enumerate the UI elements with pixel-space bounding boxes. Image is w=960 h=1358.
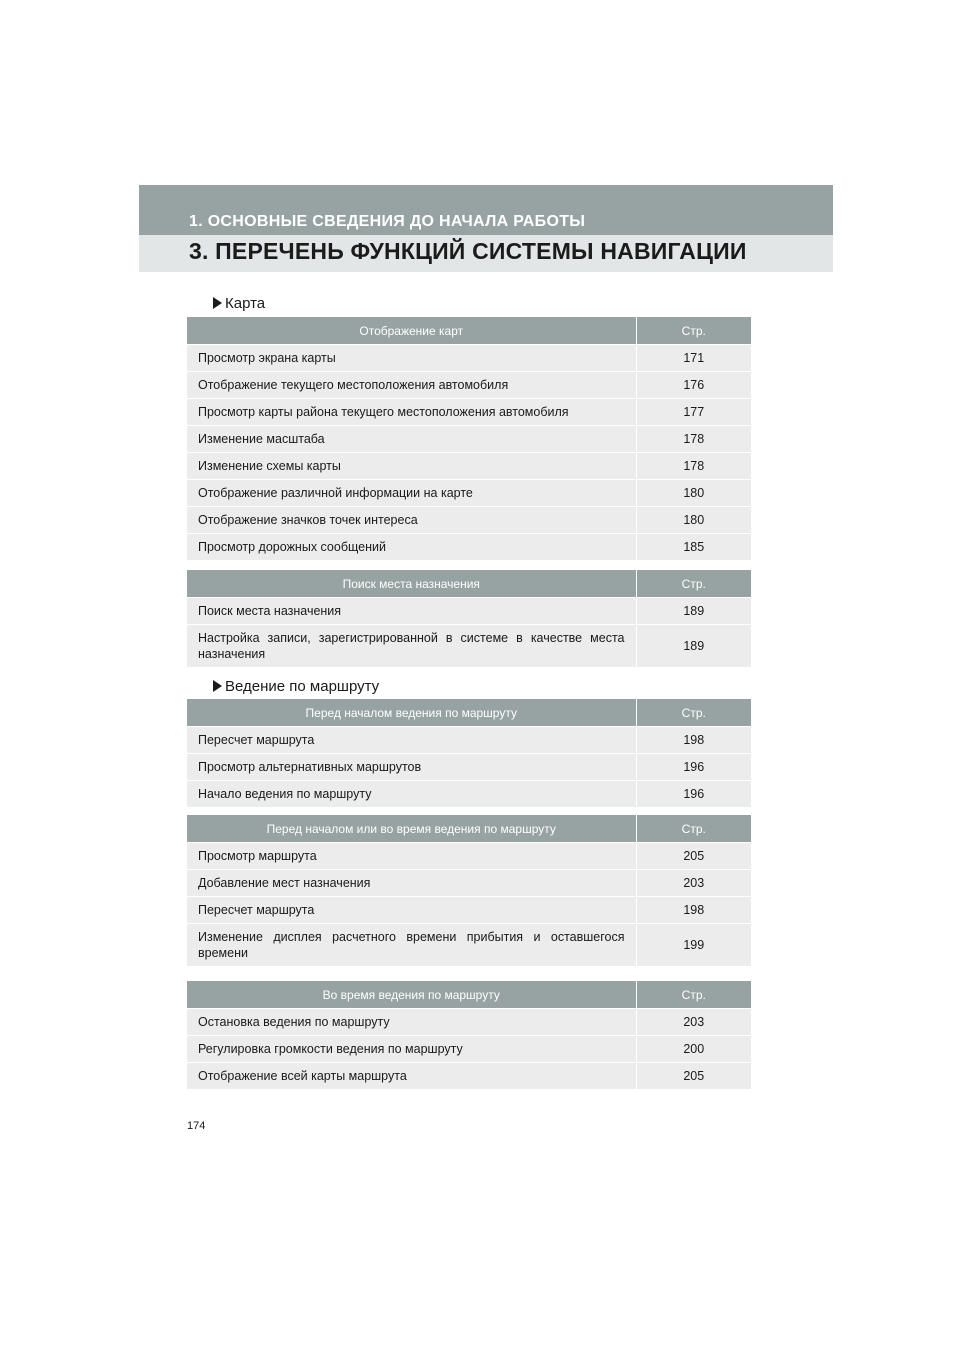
table-row [187, 727, 751, 754]
page-ref: 198 [636, 727, 751, 754]
page-ref: 203 [636, 1009, 751, 1036]
page-ref: 178 [636, 453, 751, 480]
page-ref: 200 [636, 1036, 751, 1063]
page-ref: 205 [636, 843, 751, 870]
chapter-bar [139, 185, 833, 235]
section-bar [139, 235, 833, 272]
table-before-or-during-guidance [187, 815, 751, 966]
chapter-title: 1. ОСНОВНЫЕ СВЕДЕНИЯ ДО НАЧАЛА РАБОТЫ [189, 213, 586, 230]
page-ref: 196 [636, 781, 751, 808]
chapter-header [139, 185, 833, 272]
page-ref: 198 [636, 897, 751, 924]
page-ref: 185 [636, 534, 751, 561]
table-row [187, 625, 751, 668]
page-ref: 171 [636, 345, 751, 372]
table-row [187, 480, 751, 507]
table-row [187, 598, 751, 625]
function-name: Просмотр альтернативных маршрутов [187, 754, 636, 781]
table-row [187, 372, 751, 399]
table-header-function: Во время ведения по маршруту [187, 981, 636, 1009]
table-header-function: Отображение карт [187, 317, 636, 345]
subhead-map: Карта [213, 295, 265, 312]
function-name: Изменение схемы карты [187, 453, 636, 480]
table-row [187, 426, 751, 453]
table-header-page: Стр. [636, 570, 751, 598]
table-row [187, 453, 751, 480]
section-title: 3. ПЕРЕЧЕНЬ ФУНКЦИЙ СИСТЕМЫ НАВИГАЦИИ [189, 238, 747, 264]
function-name: Добавление мест назначения [187, 870, 636, 897]
table-destination-search [187, 570, 751, 667]
page-ref: 189 [636, 598, 751, 625]
triangle-bullet-icon [213, 297, 222, 309]
function-name: Отображение значков точек интереса [187, 507, 636, 534]
table-during-guidance [187, 981, 751, 1089]
subhead-route-guidance: Ведение по маршруту [213, 678, 379, 695]
page-ref: 178 [636, 426, 751, 453]
table-row [187, 843, 751, 870]
function-name: Пересчет маршрута [187, 897, 636, 924]
function-name: Изменение масштаба [187, 426, 636, 453]
table-header-function: Поиск места назначения [187, 570, 636, 598]
table-row [187, 897, 751, 924]
table-row [187, 870, 751, 897]
table-row [187, 1063, 751, 1090]
table-before-guidance [187, 699, 751, 807]
function-name: Начало ведения по маршруту [187, 781, 636, 808]
table-header-page: Стр. [636, 981, 751, 1009]
table-map-display [187, 317, 751, 560]
function-name: Отображение различной информации на карте [187, 480, 636, 507]
table-header-page: Стр. [636, 699, 751, 727]
table-row [187, 781, 751, 808]
page-ref: 176 [636, 372, 751, 399]
triangle-bullet-icon [213, 680, 222, 692]
table-header-function: Перед началом ведения по маршруту [187, 699, 636, 727]
function-name: Пересчет маршрута [187, 727, 636, 754]
table-row [187, 345, 751, 372]
function-name: Просмотр дорожных сообщений [187, 534, 636, 561]
table-row [187, 924, 751, 967]
page-ref: 199 [636, 924, 751, 967]
table-row [187, 507, 751, 534]
table-row [187, 1009, 751, 1036]
table-row [187, 754, 751, 781]
function-name: Регулировка громкости ведения по маршруту [187, 1036, 636, 1063]
page-ref: 196 [636, 754, 751, 781]
table-row [187, 399, 751, 426]
page-ref: 180 [636, 480, 751, 507]
page-ref: 205 [636, 1063, 751, 1090]
page-ref: 189 [636, 625, 751, 668]
function-name: Поиск места назначения [187, 598, 636, 625]
function-name: Просмотр маршрута [187, 843, 636, 870]
page-ref: 177 [636, 399, 751, 426]
function-name: Изменение дисплея расчетного времени прибытия и оставшегося времени [187, 924, 636, 967]
table-row [187, 534, 751, 561]
page-ref: 180 [636, 507, 751, 534]
function-name: Просмотр экрана карты [187, 345, 636, 372]
page-number: 174 [187, 1120, 206, 1132]
function-name: Отображение текущего местоположения автомобиля [187, 372, 636, 399]
function-name: Просмотр карты района текущего местоположения автомобиля [187, 399, 636, 426]
table-header-function: Перед началом или во время ведения по маршруту [187, 815, 636, 843]
function-name: Отображение всей карты маршрута [187, 1063, 636, 1090]
function-name: Остановка ведения по маршруту [187, 1009, 636, 1036]
table-header-page: Стр. [636, 815, 751, 843]
function-name: Настройка записи, зарегистрированной в системе в качестве места назначения [187, 625, 636, 668]
page-ref: 203 [636, 870, 751, 897]
table-row [187, 1036, 751, 1063]
table-header-page: Стр. [636, 317, 751, 345]
